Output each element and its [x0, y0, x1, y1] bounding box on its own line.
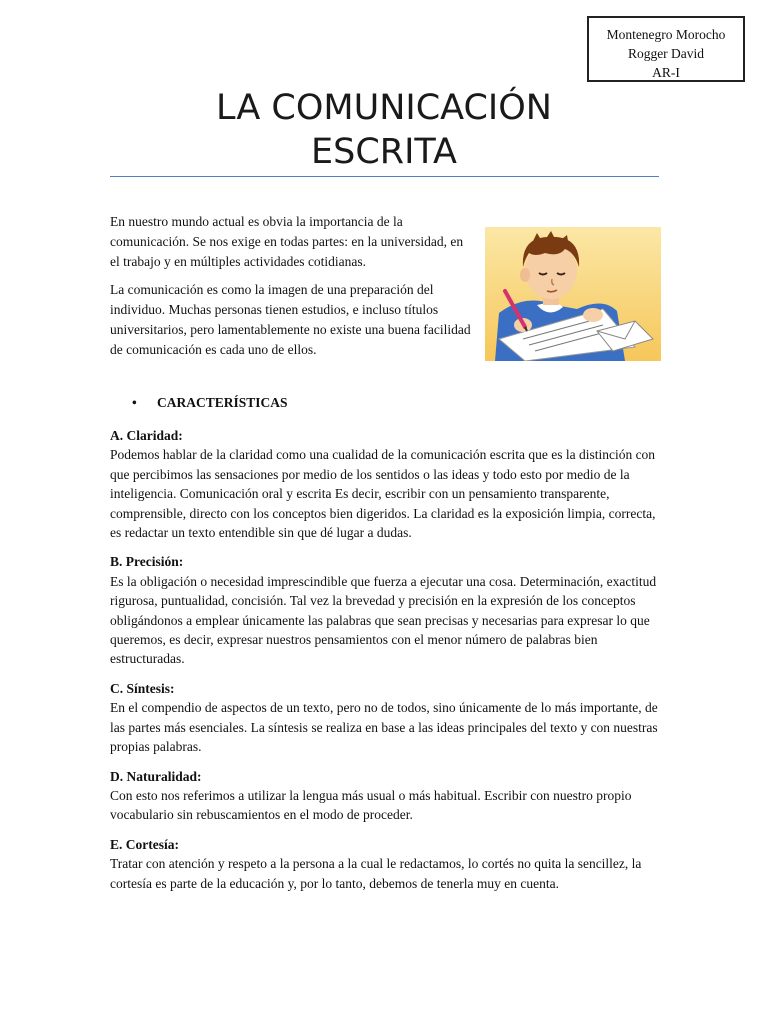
author-surname: Montenegro Morocho — [606, 27, 726, 42]
section-precision — [110, 552, 659, 668]
section-cortesia — [110, 835, 659, 893]
intro-paragraph-1: En nuestro mundo actual es obvia la importancia de la comunicación. Se nos exige en todas partes: en la universidad, en el trabajo y en múltiples actividades cotidianas. — [110, 214, 464, 269]
page-title — [110, 86, 658, 174]
author-group: AR-I — [652, 65, 680, 80]
section-body: Tratar con atención y respeto a la persona a la cual le redactamos, lo cortés no quita la sencillez, la cortesía es parte de la educación y, por lo tanto, debemos de tenerla muy en cuenta. — [110, 856, 642, 891]
intro-text — [110, 212, 476, 368]
section-heading: D. Naturalidad: — [110, 768, 202, 784]
author-given-name: Rogger David — [627, 46, 705, 61]
section-heading: B. Precisión: — [110, 554, 184, 570]
section-body: En el compendio de aspectos de un texto, pero no de todos, sino únicamente de lo más importante, de las partes más esenciales. La síntesis se realiza en base a las ideas principales del texto y con nuestras propias palabras. — [110, 700, 658, 755]
section-heading: C. Síntesis: — [110, 680, 175, 696]
title-line-1: LA COMUNICACIÓN — [216, 88, 552, 128]
section-sintesis — [110, 679, 659, 757]
section-heading: A. Claridad: — [110, 428, 183, 443]
section-body: Es la obligación o necesidad imprescindible que fuerza a ejecutar una cosa. Determinación, exactitud rigurosa, puntualidad, concisión. Tal vez la brevedad y precisión en la expresión de los conceptos obligándonos a emplear únicamente las palabras que sean precisas y necesarias para expresar lo que queremos, es decir, expresar nuestros pensamientos con el menor número de palabras bien estructuradas. — [110, 573, 657, 667]
section-claridad — [110, 426, 659, 542]
title-divider — [110, 176, 659, 177]
bullet-icon: • — [132, 395, 137, 410]
section-heading: E. Cortesía: — [110, 836, 179, 852]
section-body: Podemos hablar de la claridad como una cualidad de la comunicación escrita que es la distinción con que percibimos las sensaciones por medio de los sentidos o las ideas y todo esto por medio de la inteligencia. Comunicación oral y escrita Es decir, escribir con un pensamiento transparente, comprensible, directo con los conceptos bien digeridos. La claridad es la exposición limpia, correcta, es redactar un texto entendible sin que dé lugar a dudas. — [110, 447, 656, 541]
section-naturalidad — [110, 767, 659, 825]
title-line-2: ESCRITA — [310, 132, 457, 172]
intro-paragraph-2: La comunicación es como la imagen de una preparación del individuo. Muchas personas tienen estudios, e incluso títulos universitarios, pero lamentablemente no existe una buena facilidad de comunicación es cada uno de ellos. — [110, 282, 471, 357]
characteristics-heading: CARACTERÍSTICAS — [157, 395, 288, 410]
characteristics-list — [110, 426, 659, 903]
author-box — [587, 16, 745, 82]
child-writing-illustration — [485, 227, 661, 361]
section-body: Con esto nos referimos a utilizar la lengua más usual o más habitual. Escribir con nuestro propio vocabulario sin rebuscamientos en el modo de proceder. — [110, 787, 632, 823]
